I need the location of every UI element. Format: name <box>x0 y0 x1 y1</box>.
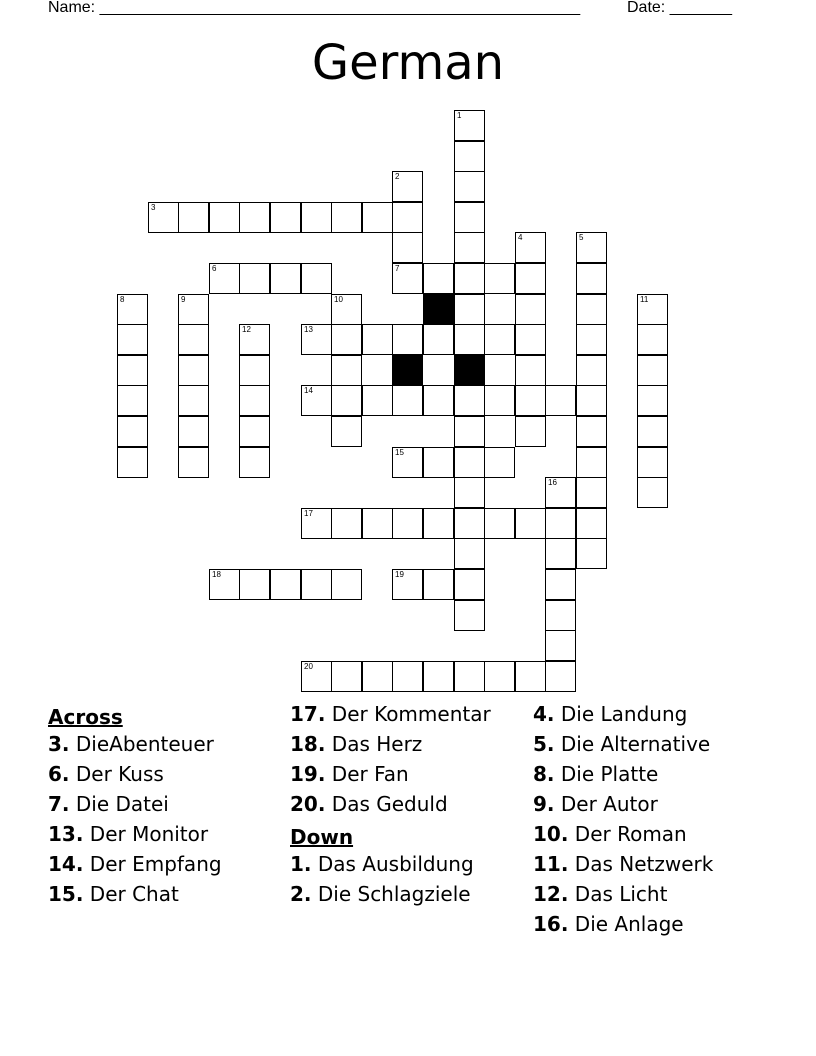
grid-cell[interactable] <box>454 447 485 478</box>
grid-cell[interactable] <box>117 355 148 386</box>
clue-number: 17 <box>304 509 313 518</box>
grid-cell[interactable] <box>454 661 485 692</box>
clue-item-text: Der Roman <box>568 822 687 846</box>
grid-cell[interactable] <box>239 416 270 447</box>
grid-cell[interactable] <box>301 661 332 692</box>
clue-item-number: 12. <box>533 882 569 906</box>
grid-cell[interactable] <box>331 569 362 600</box>
grid-cell[interactable] <box>484 447 515 478</box>
grid-cell[interactable] <box>331 661 362 692</box>
grid-cell[interactable] <box>637 385 668 416</box>
grid-cell[interactable] <box>576 538 607 569</box>
grid-cell[interactable] <box>454 294 485 325</box>
grid-cell[interactable] <box>454 569 485 600</box>
grid-cell[interactable] <box>454 324 485 355</box>
grid-cell[interactable] <box>239 385 270 416</box>
grid-cell[interactable] <box>331 385 362 416</box>
clue-number: 3 <box>151 203 156 212</box>
clue-item-text: Die Alternative <box>554 732 711 756</box>
clue-item-number: 20. <box>290 792 326 816</box>
clue-number: 2 <box>395 172 400 181</box>
grid-cell[interactable] <box>392 202 423 233</box>
grid-cell[interactable] <box>239 447 270 478</box>
grid-cell[interactable] <box>515 416 546 447</box>
clue-item-number: 7. <box>48 792 70 816</box>
grid-cell[interactable] <box>454 538 485 569</box>
grid-cell[interactable] <box>392 263 423 294</box>
grid-cell[interactable] <box>239 324 270 355</box>
grid-cell[interactable] <box>454 171 485 202</box>
clue-item-number: 5. <box>533 732 555 756</box>
grid-cell[interactable] <box>576 385 607 416</box>
grid-cell[interactable] <box>270 202 301 233</box>
grid-cell[interactable] <box>331 508 362 539</box>
grid-cell[interactable] <box>515 385 546 416</box>
grid-cell[interactable] <box>515 508 546 539</box>
grid-cell[interactable] <box>484 508 515 539</box>
grid-cell[interactable] <box>454 202 485 233</box>
grid-cell[interactable] <box>637 355 668 386</box>
grid-cell[interactable] <box>331 416 362 447</box>
clue-item <box>290 732 530 756</box>
clue-item <box>533 792 803 816</box>
grid-cell[interactable] <box>576 508 607 539</box>
clue-number: 11 <box>640 295 649 304</box>
clue-number: 1 <box>457 111 462 120</box>
grid-cell[interactable] <box>117 416 148 447</box>
clue-item-text: Die Landung <box>554 702 688 726</box>
grid-cell[interactable] <box>423 661 454 692</box>
grid-cell[interactable] <box>515 661 546 692</box>
clue-item <box>533 702 803 726</box>
grid-cell[interactable] <box>331 324 362 355</box>
grid-cell[interactable] <box>392 661 423 692</box>
grid-cell[interactable] <box>454 110 485 141</box>
down-heading: Down <box>290 825 354 849</box>
clue-item-number: 19. <box>290 762 326 786</box>
grid-cell[interactable] <box>423 324 454 355</box>
clue-item <box>290 702 530 726</box>
clue-item-number: 11. <box>533 852 569 876</box>
grid-cell[interactable] <box>515 324 546 355</box>
grid-cell[interactable] <box>545 569 576 600</box>
grid-cell[interactable] <box>392 171 423 202</box>
grid-cell[interactable] <box>331 355 362 386</box>
clue-number: 5 <box>579 233 584 242</box>
grid-cell[interactable] <box>454 508 485 539</box>
clue-item-number: 16. <box>533 912 569 936</box>
clue-item-text: Das Licht <box>568 882 668 906</box>
grid-cell[interactable] <box>301 508 332 539</box>
clue-item <box>533 882 803 906</box>
clue-item-number: 13. <box>48 822 84 846</box>
grid-cell[interactable] <box>301 202 332 233</box>
grid-cell[interactable] <box>423 569 454 600</box>
grid-cell[interactable] <box>484 324 515 355</box>
clue-item <box>48 762 283 786</box>
grid-cell[interactable] <box>454 600 485 631</box>
grid-cell[interactable] <box>178 416 209 447</box>
clue-column-2 <box>290 702 530 912</box>
clue-column-1 <box>48 702 283 912</box>
clue-number: 4 <box>518 233 523 242</box>
grid-cell[interactable] <box>576 355 607 386</box>
grid-cell[interactable] <box>178 324 209 355</box>
grid-cell[interactable] <box>392 385 423 416</box>
grid-cell[interactable] <box>484 661 515 692</box>
grid-cell[interactable] <box>576 263 607 294</box>
grid-cell[interactable] <box>117 294 148 325</box>
clue-number: 7 <box>395 264 400 273</box>
grid-cell[interactable] <box>454 416 485 447</box>
grid-block <box>423 294 454 325</box>
grid-cell[interactable] <box>637 447 668 478</box>
clue-item-number: 2. <box>290 882 312 906</box>
grid-cell[interactable] <box>301 324 332 355</box>
clue-item-text: Die Schlagziele <box>311 882 471 906</box>
grid-cell[interactable] <box>576 416 607 447</box>
clue-item-text: Das Geduld <box>325 792 448 816</box>
grid-cell[interactable] <box>454 385 485 416</box>
grid-cell[interactable] <box>392 569 423 600</box>
grid-cell[interactable] <box>178 447 209 478</box>
clue-item-number: 14. <box>48 852 84 876</box>
clue-item <box>48 822 283 846</box>
grid-cell[interactable] <box>362 324 393 355</box>
clue-item-text: Der Autor <box>554 792 658 816</box>
grid-cell[interactable] <box>423 263 454 294</box>
page-title: German <box>311 35 505 91</box>
grid-cell[interactable] <box>209 263 240 294</box>
grid-cell[interactable] <box>423 508 454 539</box>
grid-cell[interactable] <box>576 324 607 355</box>
grid-cell[interactable] <box>484 385 515 416</box>
clue-item-number: 1. <box>290 852 312 876</box>
grid-cell[interactable] <box>392 447 423 478</box>
grid-cell[interactable] <box>392 232 423 263</box>
clue-number: 10 <box>334 295 343 304</box>
clue-number: 13 <box>304 325 313 334</box>
grid-cell[interactable] <box>637 477 668 508</box>
clue-number: 9 <box>181 295 186 304</box>
clue-item-text: Die Anlage <box>568 912 684 936</box>
grid-cell[interactable] <box>576 447 607 478</box>
grid-cell[interactable] <box>148 202 179 233</box>
grid-cell[interactable] <box>239 569 270 600</box>
clue-item <box>533 732 803 756</box>
grid-cell[interactable] <box>301 385 332 416</box>
clue-item <box>290 792 530 816</box>
clue-item <box>48 792 283 816</box>
clue-number: 19 <box>395 570 404 579</box>
clue-item-text: Der Kommentar <box>325 702 491 726</box>
grid-cell[interactable] <box>576 232 607 263</box>
clue-number: 16 <box>548 478 557 487</box>
clue-item-number: 6. <box>48 762 70 786</box>
clue-item-text: Der Chat <box>83 882 179 906</box>
grid-cell[interactable] <box>637 324 668 355</box>
clue-item-number: 18. <box>290 732 326 756</box>
grid-cell[interactable] <box>117 385 148 416</box>
grid-cell[interactable] <box>576 294 607 325</box>
grid-cell[interactable] <box>392 508 423 539</box>
clue-item <box>290 762 530 786</box>
across-heading: Across <box>48 705 123 729</box>
grid-cell[interactable] <box>637 416 668 447</box>
clue-item-number: 17. <box>290 702 326 726</box>
grid-cell[interactable] <box>301 263 332 294</box>
grid-cell[interactable] <box>178 202 209 233</box>
clue-item-text: Der Monitor <box>83 822 209 846</box>
clue-item-text: Das Herz <box>325 732 423 756</box>
grid-cell[interactable] <box>362 385 393 416</box>
clue-column-3 <box>533 702 803 942</box>
grid-cell[interactable] <box>515 263 546 294</box>
clue-number: 15 <box>395 448 404 457</box>
clue-item-text: Der Empfang <box>83 852 222 876</box>
grid-cell[interactable] <box>239 355 270 386</box>
grid-cell[interactable] <box>178 355 209 386</box>
clue-item-text: Der Fan <box>325 762 409 786</box>
clue-number: 14 <box>304 386 313 395</box>
grid-cell[interactable] <box>209 569 240 600</box>
grid-block <box>454 355 485 386</box>
grid-cell[interactable] <box>454 263 485 294</box>
clue-item-text: Das Ausbildung <box>311 852 474 876</box>
grid-cell[interactable] <box>239 263 270 294</box>
clue-number: 20 <box>304 662 313 671</box>
grid-cell[interactable] <box>270 263 301 294</box>
grid-cell[interactable] <box>331 294 362 325</box>
clue-number: 18 <box>212 570 221 579</box>
grid-block <box>392 355 423 386</box>
grid-cell[interactable] <box>178 294 209 325</box>
clue-item-text: Die Platte <box>554 762 659 786</box>
grid-cell[interactable] <box>117 324 148 355</box>
grid-cell[interactable] <box>301 569 332 600</box>
clue-item <box>48 882 283 906</box>
clue-item <box>290 852 530 876</box>
clue-item <box>533 822 803 846</box>
grid-cell[interactable] <box>545 600 576 631</box>
clue-item-number: 8. <box>533 762 555 786</box>
clue-item-number: 9. <box>533 792 555 816</box>
clue-number: 8 <box>120 295 125 304</box>
grid-cell[interactable] <box>545 477 576 508</box>
clue-item-text: Die Datei <box>69 792 169 816</box>
grid-cell[interactable] <box>545 630 576 661</box>
grid-cell[interactable] <box>484 263 515 294</box>
clue-item <box>48 852 283 876</box>
grid-cell[interactable] <box>331 202 362 233</box>
grid-cell[interactable] <box>270 569 301 600</box>
grid-cell[interactable] <box>423 385 454 416</box>
grid-cell[interactable] <box>362 661 393 692</box>
clue-item <box>533 762 803 786</box>
grid-cell[interactable] <box>362 202 393 233</box>
grid-cell[interactable] <box>545 538 576 569</box>
clue-item-number: 4. <box>533 702 555 726</box>
grid-cell[interactable] <box>545 508 576 539</box>
clue-item <box>48 732 283 756</box>
name-field-label: Name: ______________________________________________________ <box>48 0 581 16</box>
grid-cell[interactable] <box>178 385 209 416</box>
clue-item <box>290 882 530 906</box>
grid-cell[interactable] <box>576 477 607 508</box>
clue-item <box>533 852 803 876</box>
grid-cell[interactable] <box>515 232 546 263</box>
grid-cell[interactable] <box>423 447 454 478</box>
grid-cell[interactable] <box>637 294 668 325</box>
clue-item-text: Das Netzwerk <box>568 852 714 876</box>
grid-cell[interactable] <box>515 355 546 386</box>
grid-cell[interactable] <box>117 447 148 478</box>
grid-cell[interactable] <box>545 385 576 416</box>
grid-cell[interactable] <box>454 232 485 263</box>
grid-cell[interactable] <box>362 508 393 539</box>
clue-item <box>533 912 803 936</box>
grid-cell[interactable] <box>454 141 485 172</box>
grid-cell[interactable] <box>515 294 546 325</box>
date-field-label: Date: _______ <box>627 0 732 16</box>
clue-item-text: Der Kuss <box>69 762 164 786</box>
clue-number: 12 <box>242 325 251 334</box>
grid-cell[interactable] <box>545 661 576 692</box>
clue-item-number: 15. <box>48 882 84 906</box>
grid-cell[interactable] <box>209 202 240 233</box>
grid-cell[interactable] <box>454 477 485 508</box>
grid-cell[interactable] <box>239 202 270 233</box>
clue-item-number: 10. <box>533 822 569 846</box>
clue-number: 6 <box>212 264 217 273</box>
clue-item-number: 3. <box>48 732 70 756</box>
grid-cell[interactable] <box>392 324 423 355</box>
clue-item-text: DieAbenteuer <box>69 732 214 756</box>
